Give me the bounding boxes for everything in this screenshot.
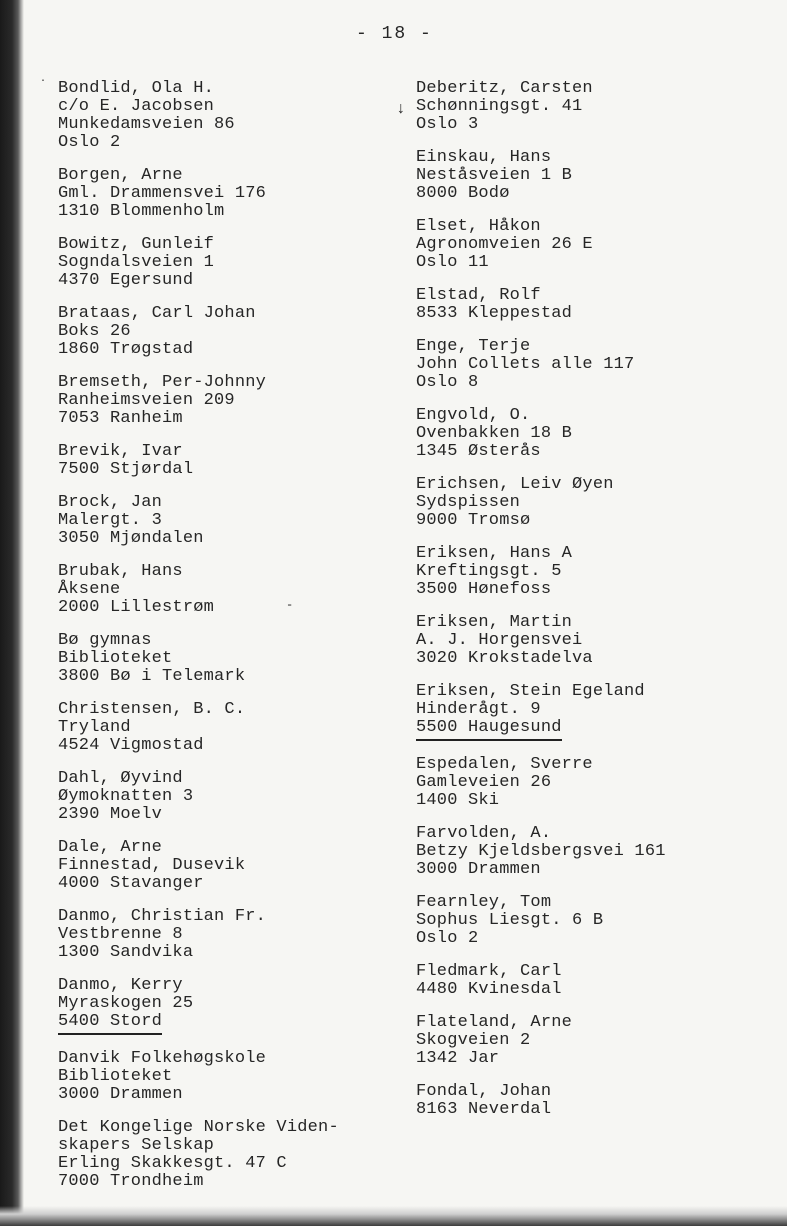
- address-line: 7053 Ranheim: [58, 409, 183, 428]
- address-entry: [58, 839, 388, 893]
- address-line: c/o E. Jacobsen: [58, 97, 215, 116]
- address-line: [58, 1013, 388, 1035]
- address-entry: [416, 338, 756, 392]
- address-line: Fearnley, Tom: [416, 893, 552, 912]
- address-entry: [58, 443, 388, 479]
- address-line: 1860 Trøgstad: [58, 340, 194, 359]
- address-entry: [416, 756, 756, 810]
- address-line: Schønningsgt. 41: [416, 97, 583, 116]
- address-line: Einskau, Hans: [416, 148, 552, 167]
- scan-left-edge: [0, 0, 24, 1226]
- address-entry: [58, 1050, 388, 1104]
- address-line: Elstad, Rolf: [416, 286, 541, 305]
- address-line: Oslo 3: [416, 115, 479, 134]
- address-line: Myraskogen 25: [58, 994, 194, 1013]
- address-entry: [416, 287, 756, 323]
- address-line: Hinderågt. 9: [416, 700, 541, 719]
- address-line: 8000 Bodø: [416, 184, 510, 203]
- address-line: Erichsen, Leiv Øyen: [416, 475, 614, 494]
- address-line: Espedalen, Sverre: [416, 755, 593, 774]
- address-line: Oslo 2: [416, 929, 479, 948]
- scan-bottom-edge: [0, 1206, 787, 1226]
- dot-mark: ·: [40, 76, 47, 87]
- address-entry: [58, 563, 388, 617]
- address-entry: [58, 632, 388, 686]
- address-line: Danvik Folkehøgskole: [58, 1049, 267, 1068]
- address-line: 7000 Trondheim: [58, 1172, 204, 1191]
- address-line: Danmo, Christian Fr.: [58, 907, 267, 926]
- address-line: 3000 Drammen: [58, 1085, 183, 1104]
- address-line: 4000 Stavanger: [58, 874, 204, 893]
- address-line: Engvold, O.: [416, 406, 531, 425]
- address-line: Christensen, B. C.: [58, 700, 246, 719]
- address-entry: [58, 305, 388, 359]
- address-line: Brataas, Carl Johan: [58, 304, 256, 323]
- address-entry: [416, 963, 756, 999]
- address-entry: [416, 80, 756, 134]
- address-line: Eriksen, Stein Egeland: [416, 682, 645, 701]
- address-line: 1300 Sandvika: [58, 943, 194, 962]
- address-line: Biblioteket: [58, 649, 173, 668]
- address-line: Dale, Arne: [58, 838, 163, 857]
- address-line: 4480 Kvinesdal: [416, 980, 562, 999]
- address-line: Sophus Liesgt. 6 B: [416, 911, 604, 930]
- address-line: Brubak, Hans: [58, 562, 183, 581]
- address-line: Sydspissen: [416, 493, 521, 512]
- address-line: Erling Skakkesgt. 47 C: [58, 1154, 287, 1173]
- address-line: Fondal, Johan: [416, 1082, 552, 1101]
- address-entry: [416, 149, 756, 203]
- address-line: Dahl, Øyvind: [58, 769, 183, 788]
- address-line: 3000 Drammen: [416, 860, 541, 879]
- address-line: Borgen, Arne: [58, 166, 183, 185]
- address-line: John Collets alle 117: [416, 355, 635, 374]
- address-entry: [416, 614, 756, 668]
- address-line: Åksene: [58, 580, 121, 599]
- page-number: - 18 -: [356, 24, 433, 44]
- address-line: 7500 Stjørdal: [58, 460, 194, 479]
- address-line: Øymoknatten 3: [58, 787, 194, 806]
- address-line: Brevik, Ivar: [58, 442, 183, 461]
- address-line: Bondlid, Ola H.: [58, 79, 215, 98]
- address-line: Sogndalsveien 1: [58, 253, 215, 272]
- address-line: Bowitz, Gunleif: [58, 235, 215, 254]
- address-line: Betzy Kjeldsbergsvei 161: [416, 842, 666, 861]
- address-line: Eriksen, Martin: [416, 613, 573, 632]
- address-line: Danmo, Kerry: [58, 976, 183, 995]
- address-line: Brock, Jan: [58, 493, 163, 512]
- address-line: Farvolden, A.: [416, 824, 552, 843]
- address-line: 4524 Vigmostad: [58, 736, 204, 755]
- address-line: 3050 Mjøndalen: [58, 529, 204, 548]
- address-line: Malergt. 3: [58, 511, 163, 530]
- address-entry: [58, 1119, 388, 1191]
- address-entry: [58, 167, 388, 221]
- address-line: Elset, Håkon: [416, 217, 541, 236]
- address-line: 1400 Ski: [416, 791, 500, 810]
- address-line: 3500 Hønefoss: [416, 580, 552, 599]
- address-entry: [58, 80, 388, 152]
- dash-mark: -: [286, 598, 294, 612]
- address-line: skapers Selskap: [58, 1136, 215, 1155]
- address-entry: [416, 1014, 756, 1068]
- address-line: 8533 Kleppestad: [416, 304, 573, 323]
- address-entry: [58, 494, 388, 548]
- address-line: Boks 26: [58, 322, 131, 341]
- address-line: Gml. Drammensvei 176: [58, 184, 267, 203]
- address-entry: [58, 701, 388, 755]
- address-line: Enge, Terje: [416, 337, 531, 356]
- address-line: Ovenbakken 18 B: [416, 424, 573, 443]
- pen-mark: ↓: [396, 100, 406, 118]
- address-entry: [416, 894, 756, 948]
- address-line: Oslo 8: [416, 373, 479, 392]
- address-line: Eriksen, Hans A: [416, 544, 573, 563]
- address-line: Finnestad, Dusevik: [58, 856, 246, 875]
- address-line: Deberitz, Carsten: [416, 79, 593, 98]
- address-line: Kreftingsgt. 5: [416, 562, 562, 581]
- address-line: 1310 Blommenholm: [58, 202, 225, 221]
- address-line: Agronomveien 26 E: [416, 235, 593, 254]
- address-line: Bremseth, Per-Johnny: [58, 373, 267, 392]
- address-entry: [58, 374, 388, 428]
- address-entry: [58, 236, 388, 290]
- address-line: Oslo 11: [416, 253, 489, 272]
- address-line: 1342 Jar: [416, 1049, 500, 1068]
- address-line: 3020 Krokstadelva: [416, 649, 593, 668]
- address-line: Gamleveien 26: [416, 773, 552, 792]
- address-line: A. J. Horgensvei: [416, 631, 583, 650]
- address-line: Skogveien 2: [416, 1031, 531, 1050]
- address-line: 2000 Lillestrøm: [58, 598, 215, 617]
- address-line: Biblioteket: [58, 1067, 173, 1086]
- address-entry: [416, 683, 756, 741]
- address-entry: [416, 545, 756, 599]
- address-line: Flateland, Arne: [416, 1013, 573, 1032]
- address-line: Oslo 2: [58, 133, 121, 152]
- address-line: Neståsveien 1 B: [416, 166, 573, 185]
- address-entry: [416, 1083, 756, 1119]
- address-line: Ranheimsveien 209: [58, 391, 235, 410]
- address-line: 4370 Egersund: [58, 271, 194, 290]
- address-line: 3800 Bø i Telemark: [58, 667, 246, 686]
- address-line: Fledmark, Carl: [416, 962, 562, 981]
- address-line: Det Kongelige Norske Viden-: [58, 1118, 339, 1137]
- handwritten-underline: 5500 Haugesund: [416, 719, 562, 741]
- address-column-left: [58, 80, 388, 1206]
- address-line: Munkedamsveien 86: [58, 115, 235, 134]
- address-line: 1345 Østerås: [416, 442, 541, 461]
- address-line: 2390 Moelv: [58, 805, 163, 824]
- address-entry: [58, 770, 388, 824]
- address-entry: [58, 977, 388, 1035]
- address-entry: [416, 218, 756, 272]
- address-entry: [58, 908, 388, 962]
- address-line: Vestbrenne 8: [58, 925, 183, 944]
- address-line: 8163 Neverdal: [416, 1100, 552, 1119]
- address-column-right: [416, 80, 756, 1134]
- address-entry: [416, 825, 756, 879]
- address-line: Tryland: [58, 718, 131, 737]
- address-entry: [416, 407, 756, 461]
- address-line: [416, 719, 756, 741]
- address-line: Bø gymnas: [58, 631, 152, 650]
- handwritten-underline: 5400 Stord: [58, 1013, 162, 1035]
- address-line: 9000 Tromsø: [416, 511, 531, 530]
- address-entry: [416, 476, 756, 530]
